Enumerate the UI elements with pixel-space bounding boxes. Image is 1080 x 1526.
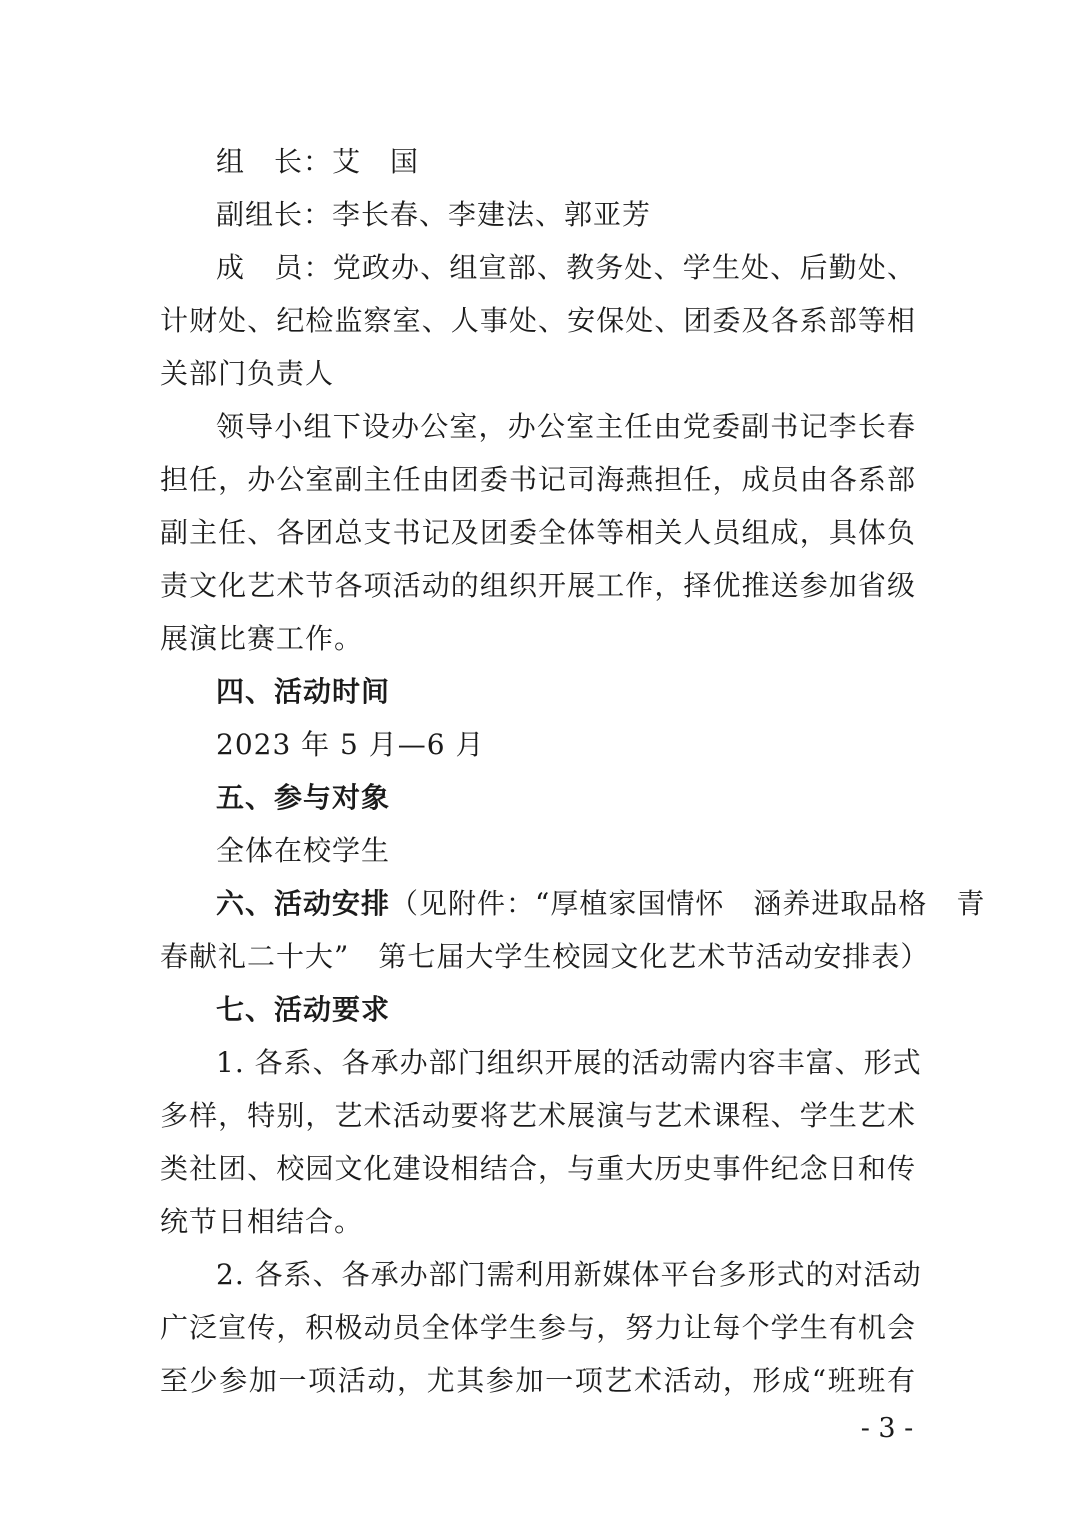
requirement-2-line-1: 2. 各系、各承办部门需利用新媒体平台多形式的对活动 [216,1258,922,1291]
office-paragraph-line-2: 担任，办公室副主任由团委书记司海燕担任，成员由各系部 [160,463,916,496]
office-paragraph-line-5: 展演比赛工作。 [160,622,364,655]
members-line-2: 计财处、纪检监察室、人事处、安保处、团委及各系部等相 [160,304,916,337]
office-paragraph-line-4: 责文化艺术节各项活动的组织开展工作，择优推送参加省级 [160,569,916,602]
document-body [160,135,986,1407]
page-number: - 3 - [860,1413,914,1444]
participants-text: 全体在校学生 [216,834,391,867]
requirement-1-line-3: 类社团、校园文化建设相结合，与重大历史事件纪念日和传 [160,1152,916,1185]
members-line-3: 关部门负责人 [160,357,335,390]
requirement-1-line-1: 1. 各系、各承办部门组织开展的活动需内容丰富、形式 [216,1046,922,1079]
office-paragraph-line-1: 领导小组下设办公室，办公室主任由党委副书记李长春 [216,410,916,443]
members-line: 成 员：党政办、组宣部、教务处、学生处、后勤处、 [216,251,916,284]
section-heading-time: 四、活动时间 [216,675,391,708]
section-heading-requirements: 七、活动要求 [216,993,391,1026]
arrangement-note-start: （见附件：“厚植家国情怀 涵养进取品格 青 [390,887,986,920]
section-heading-arrangement [160,877,986,930]
deputy-leader-line: 副组长：李长春、李建法、郭亚芳 [216,198,652,231]
requirement-2-line-2: 广泛宣传，积极动员全体学生参与，努力让每个学生有机会 [160,1311,916,1344]
requirement-2-line-3: 至少参加一项活动，尤其参加一项艺术活动，形成“班班有 [160,1364,916,1397]
office-paragraph-line-3: 副主任、各团总支书记及团委全体等相关人员组成，具体负 [160,516,916,549]
section-heading-participants: 五、参与对象 [216,781,391,814]
requirement-1-line-4: 统节日相结合。 [160,1205,364,1238]
requirement-1-line-2: 多样，特别，艺术活动要将艺术展演与艺术课程、学生艺术 [160,1099,916,1132]
arrangement-note-line-2: 春献礼二十大” 第七届大学生校园文化艺术节活动安排表） [160,940,930,973]
activity-date: 2023 年 5 月—6 月 [216,728,485,761]
leader-line: 组 长：艾 国 [216,145,420,178]
arrangement-heading-label: 六、活动安排 [216,887,391,920]
